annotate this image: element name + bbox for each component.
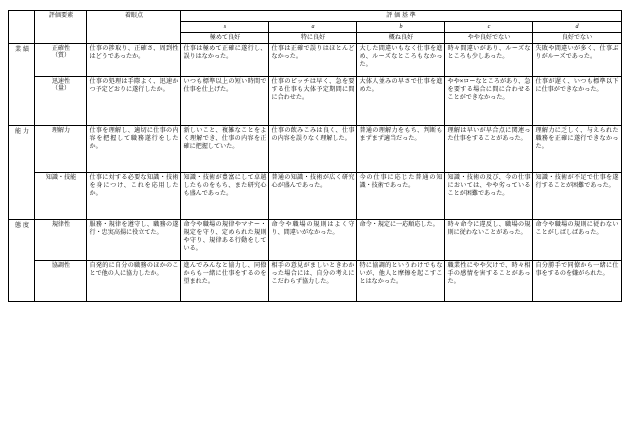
criteria-d: 仕事が遅く、いつも標準以下に仕事ができなかった。 xyxy=(533,77,621,126)
criteria-b: 大した間違いもなく仕事を進め、ルーズなところもなかった。 xyxy=(357,44,445,77)
factor-name xyxy=(35,77,87,126)
viewpoint-text: 仕事を理解し、適切に仕事の内容を把握して職務遂行をしたか。 xyxy=(87,126,181,173)
criteria-s: いつも標準以上の短い時間で仕事を仕上げた。 xyxy=(181,77,269,126)
table-row xyxy=(9,44,621,77)
factor-title: 理解力 xyxy=(51,127,71,135)
table-row xyxy=(9,261,621,302)
header-level-desc-d: 良好でない xyxy=(533,33,621,44)
criteria-a: 普通の知識・技術が広く研究心が盛んであった。 xyxy=(269,173,357,220)
header-level-letter-b: b xyxy=(357,22,445,33)
criteria-s: 仕事は極めて正確に遂行し、誤りはなかった。 xyxy=(181,44,269,77)
table-row xyxy=(9,77,621,126)
factor-name xyxy=(35,220,87,261)
header-viewpoint: 着眼点 xyxy=(87,11,181,44)
table-row xyxy=(9,126,621,173)
factor-subtitle: （量） xyxy=(51,86,70,93)
criteria-s: 知識・技術が豊富にして卓越したものをもち、また研究心も盛んであった。 xyxy=(181,173,269,220)
factor-title: 知識・技能 xyxy=(45,174,77,182)
factor-title: 規律性 xyxy=(51,221,71,229)
criteria-c: 知識・技術の及び、今の仕事においては、やや劣っていることが困難であった。 xyxy=(445,173,533,220)
criteria-b: 今の仕事に応じた普通の知識・技術であった。 xyxy=(357,173,445,220)
criteria-d: 命令や職場の規則に従わないことがしばしばあった。 xyxy=(533,220,621,261)
criteria-a: 命令や職場の規則はよく守り、間違いがなかった。 xyxy=(269,220,357,261)
criteria-b: 命令・規定に一応順応した。 xyxy=(357,220,445,261)
header-level-letter-a: a xyxy=(269,22,357,33)
criteria-a: 仕事の飲みこみは良く、仕事の内容を誤りなく理解した。 xyxy=(269,126,357,173)
factor-name xyxy=(35,44,87,77)
criteria-s: 新しいこと、複雑なことをよく理解でき、仕事の内容を正確に把握していた。 xyxy=(181,126,269,173)
factor-name xyxy=(35,261,87,302)
factor-title: 迅速性 xyxy=(51,78,71,86)
group-label-taido: 態 度 xyxy=(9,220,35,302)
criteria-b: 大体人並みの早さで仕事を進めた。 xyxy=(357,77,445,126)
evaluation-table xyxy=(8,10,621,302)
criteria-s: 進んでみんなと協力し、同僚からも一緒に仕事をするのを望まれた。 xyxy=(181,261,269,302)
viewpoint-text: 仕事に対する必要な知識・技術を身につけ、これを応用したか。 xyxy=(87,173,181,220)
header-blank-corner xyxy=(9,11,35,44)
header-level-desc-b: 概ね良好 xyxy=(357,33,445,44)
criteria-d: 失敗や間違いが多く、仕事ぶりがルーズであった。 xyxy=(533,44,621,77)
table-row xyxy=(9,173,621,220)
criteria-d: 知識・技術が不足で仕事を遂行することが困難であった。 xyxy=(533,173,621,220)
criteria-b: 特に協調的というわけでもないが、他人と摩擦を起こすことはなかった。 xyxy=(357,261,445,302)
factor-title: 協調性 xyxy=(51,262,71,270)
factor-name xyxy=(35,173,87,220)
criteria-c: 時々間違いがあり、ルーズなところも少しあった。 xyxy=(445,44,533,77)
table-row xyxy=(9,220,621,261)
viewpoint-text: 仕事の処理は手際よく、迅速かつ予定どおりに遂行したか。 xyxy=(87,77,181,126)
criteria-d: 自分勝手で同僚から一緒に仕事をするのを嫌がられた。 xyxy=(533,261,621,302)
header-level-letter-d: d xyxy=(533,22,621,33)
header-level-letter-c: c xyxy=(445,22,533,33)
criteria-c: 職業性にやや欠けで、時々相手の感情を害することがあった。 xyxy=(445,261,533,302)
header-row-top xyxy=(9,11,621,22)
criteria-d: 理解力に乏しく、与えられた職務を正確に遂行できなかった。 xyxy=(533,126,621,173)
factor-name xyxy=(35,126,87,173)
criteria-a: 仕事は正確で誤りはほとんどなかった。 xyxy=(269,44,357,77)
criteria-c: 時々命令に違反し、職場の規則に従わないことがあった。 xyxy=(445,220,533,261)
header-level-desc-s: 極めて良好 xyxy=(181,33,269,44)
viewpoint-text: 服務・規律を遵守し、職務の遂行・忠実高揚に役立てた。 xyxy=(87,220,181,261)
group-label-gyouseki: 業 績 xyxy=(9,44,35,126)
header-level-desc-c: やや良好でない xyxy=(445,33,533,44)
criteria-c: やや×ローなところがあり、急を要する場合に間に合わせることができなかった。 xyxy=(445,77,533,126)
group-label-nouryoku: 能 力 xyxy=(9,126,35,220)
header-criteria: 評 価 基 準 xyxy=(181,11,621,22)
header-factor: 評価要素 xyxy=(35,11,87,44)
factor-subtitle: （質） xyxy=(51,53,70,60)
criteria-c: 理解は早いが早合点に関連った仕事をすることがあった。 xyxy=(445,126,533,173)
criteria-s: 命令や職場の規律やマナー・規定を守り、定められた規則や守り、規律ある行動をしている。 xyxy=(181,220,269,261)
header-level-desc-a: 特に良好 xyxy=(269,33,357,44)
factor-title: 正確性 xyxy=(51,45,71,53)
viewpoint-text: 仕事の捗取り、正確さ、周到性はどうであったか。 xyxy=(87,44,181,77)
criteria-b: 普通の理解力をもち、判断もまずまず適当だった。 xyxy=(357,126,445,173)
criteria-a: 相手の意見がましいときわかった場合には、自分の考えにこだわらず協力した。 xyxy=(269,261,357,302)
criteria-a: 仕事のピッチは早く、急を要する仕事も大体予定期間に間に合わせた。 xyxy=(269,77,357,126)
header-level-letter-s: s xyxy=(181,22,269,33)
viewpoint-text: 自発的に自分の職務のほかのことで他の人に協力したか。 xyxy=(87,261,181,302)
